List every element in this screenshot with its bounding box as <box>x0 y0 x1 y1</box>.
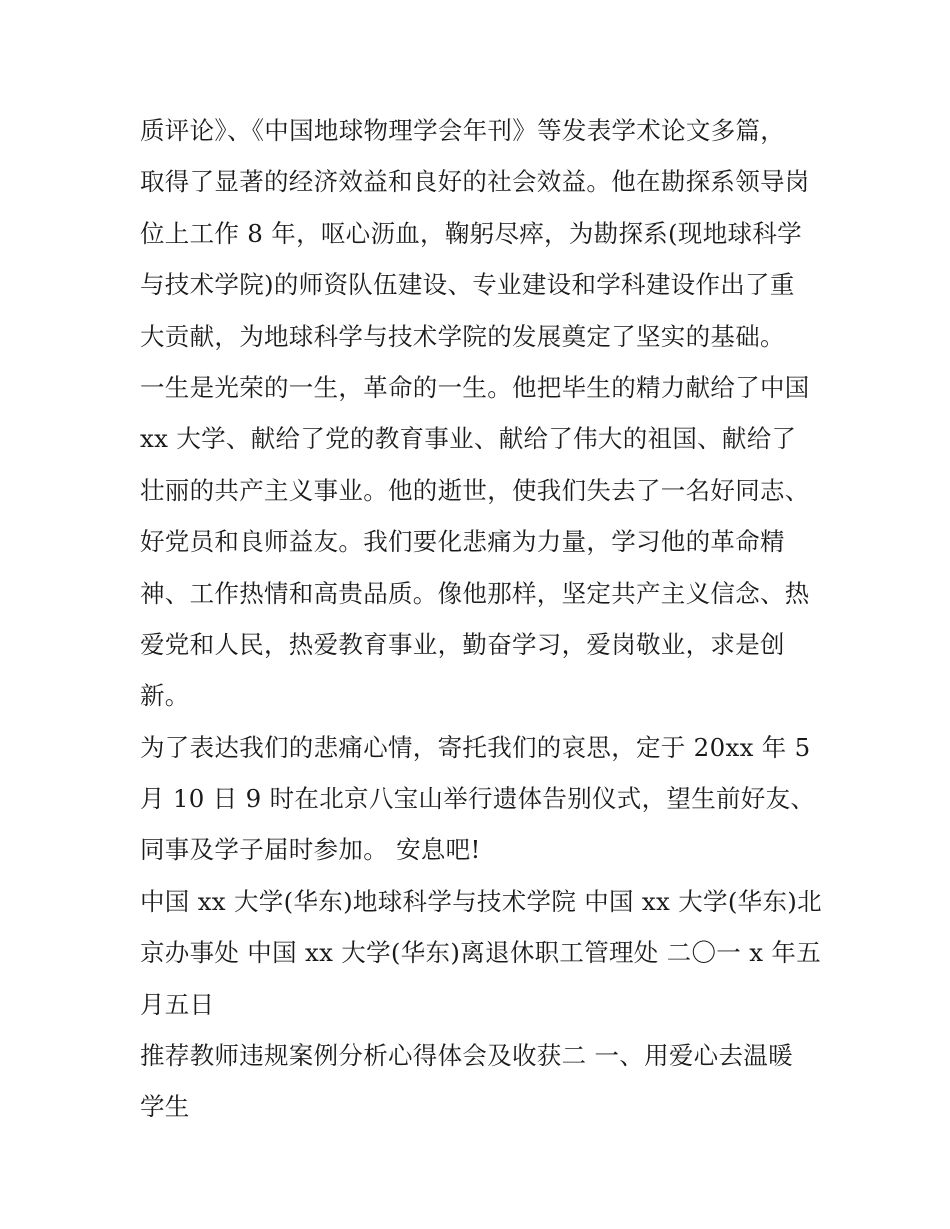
text-line: 同事及学子届时参加。 安息吧! <box>140 835 481 865</box>
text-line: 爱党和人民，热爱教育事业，勤奋学习，爱岗敬业，求是创 <box>140 629 785 659</box>
text-line: 月五日 <box>140 989 215 1019</box>
text-line: 壮丽的共产主义事业。他的逝世，使我们失去了一名好同志、 <box>140 475 810 505</box>
text-line: 推荐教师违规案例分析心得体会及收获二 一、用爱心去温暖 <box>140 1041 793 1071</box>
text-line: 好党员和良师益友。我们要化悲痛为力量，学习他的革命精 <box>140 527 785 557</box>
text-line: 位上工作 8 年，呕心沥血，鞠躬尽瘁，为勘探系(现地球科学 <box>140 218 802 248</box>
text-line: 京办事处 中国 xx 大学(华东)离退休职工管理处 二〇一 x 年五 <box>140 938 821 968</box>
text-line: 质评论》、《中国地球物理学会年刊》等发表学术论文多篇， <box>140 116 786 145</box>
text-line: 神、工作热情和高贵品质。像他那样，坚定共产主义信念、热 <box>140 578 810 608</box>
text-line: 学生 <box>140 1092 190 1122</box>
text-line: 一生是光荣的一生，革命的一生。他把毕生的精力献给了中国 <box>140 372 810 402</box>
text-line: 新。 <box>140 681 190 711</box>
text-line: xx 大学、献给了党的教育事业、献给了伟大的祖国、献给了 <box>140 424 797 454</box>
text-line: 月 10 日 9 时在北京八宝山举行遗体告别仪式，望生前好友、 <box>140 784 816 814</box>
document-body <box>140 105 820 1133</box>
text-line: 取得了显著的经济效益和良好的社会效益。他在勘探系领导岗 <box>140 167 810 197</box>
text-line: 与技术学院)的师资队伍建设、专业建设和学科建设作出了重 <box>140 270 795 300</box>
text-line: 为了表达我们的悲痛心情，寄托我们的哀思，定于 20xx 年 5 <box>140 732 811 762</box>
text-line: 中国 xx 大学(华东)地球科学与技术学院 中国 xx 大学(华东)北 <box>140 886 822 916</box>
text-line: 大贡献，为地球科学与技术学院的发展奠定了坚实的基础。 <box>140 321 785 351</box>
